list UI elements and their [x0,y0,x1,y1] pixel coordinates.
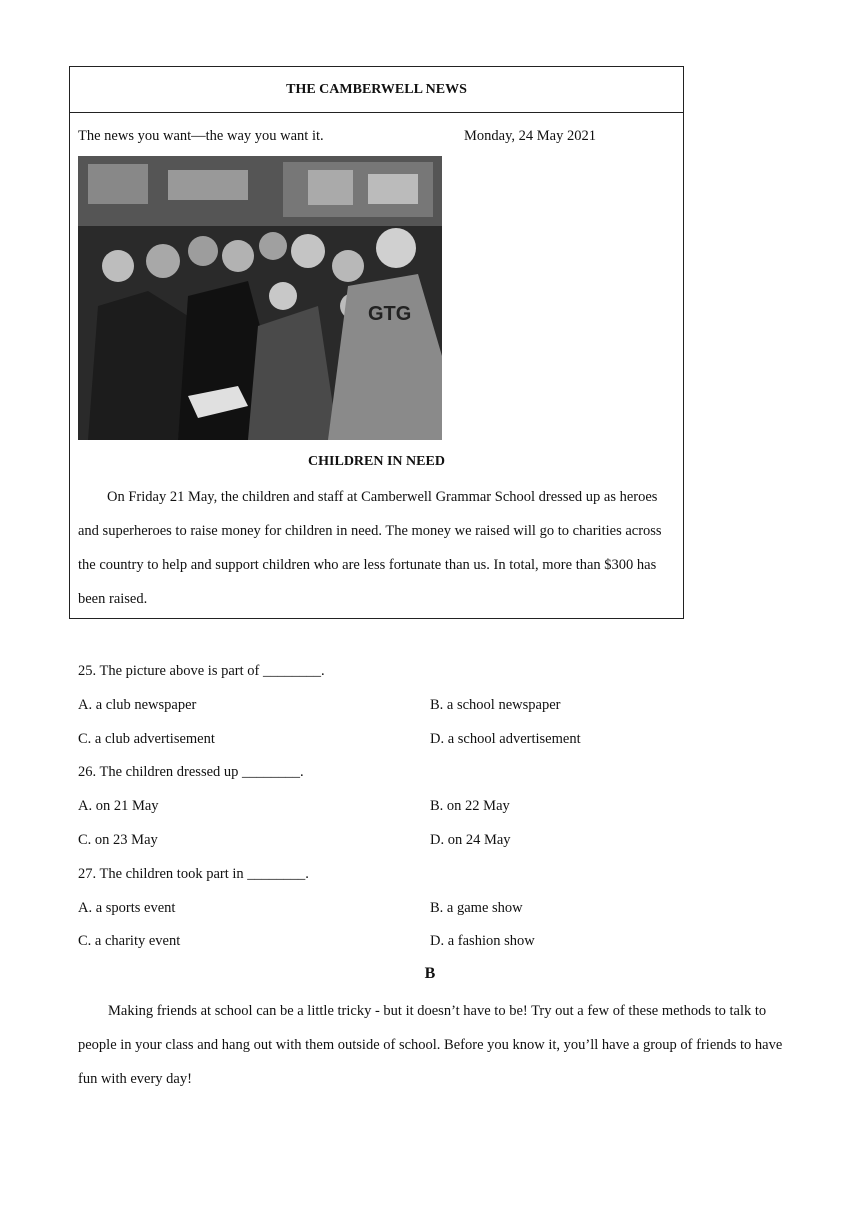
option-27-c: C. a charity event [78,933,181,949]
option-26-c: C. on 23 May [78,832,158,848]
option-25-d: D. a school advertisement [430,731,581,747]
option-26-a: A. on 21 May [78,798,159,814]
section-b-passage: Making friends at school can be a little tricky - but it doesn’t have to be! Try out a few of these methods to talk to people in your class and hang out with them outside of school. Before you know it, you’ll have a group of friends to have fun with every day! [78,1003,783,1087]
newspaper-tagline: The news you want—the way you want it. [78,128,324,144]
option-26-b: B. on 22 May [430,798,510,814]
article-headline: CHILDREN IN NEED [308,454,445,469]
option-27-d: D. a fashion show [430,933,535,949]
option-27-b: B. a game show [430,900,523,916]
group-photo-icon [78,156,442,440]
newspaper-title: THE CAMBERWELL NEWS [286,82,467,97]
section-b-label: B [424,965,436,982]
title-divider [70,112,683,113]
article-body: On Friday 21 May, the children and staff at Camberwell Grammar School dressed up as heroes and superheroes to raise money for children in need. The money we raised will go to charities across the country to help and support children who are less fortunate than us. In total, more than $300 has been raised. [78,489,662,607]
option-25-b: B. a school newspaper [430,697,561,713]
option-25-c: C. a club advertisement [78,731,215,747]
option-26-d: D. on 24 May [430,832,511,848]
question-25: 25. The picture above is part of ________. [78,663,325,679]
question-27: 27. The children took part in ________. [78,866,309,882]
photo-shirt-text: GTG [368,303,412,325]
question-26: 26. The children dressed up ________. [78,764,304,780]
newspaper-date: Monday, 24 May 2021 [464,128,596,144]
option-27-a: A. a sports event [78,900,176,916]
option-25-a: A. a club newspaper [78,697,197,713]
newspaper-clipping [69,66,684,619]
